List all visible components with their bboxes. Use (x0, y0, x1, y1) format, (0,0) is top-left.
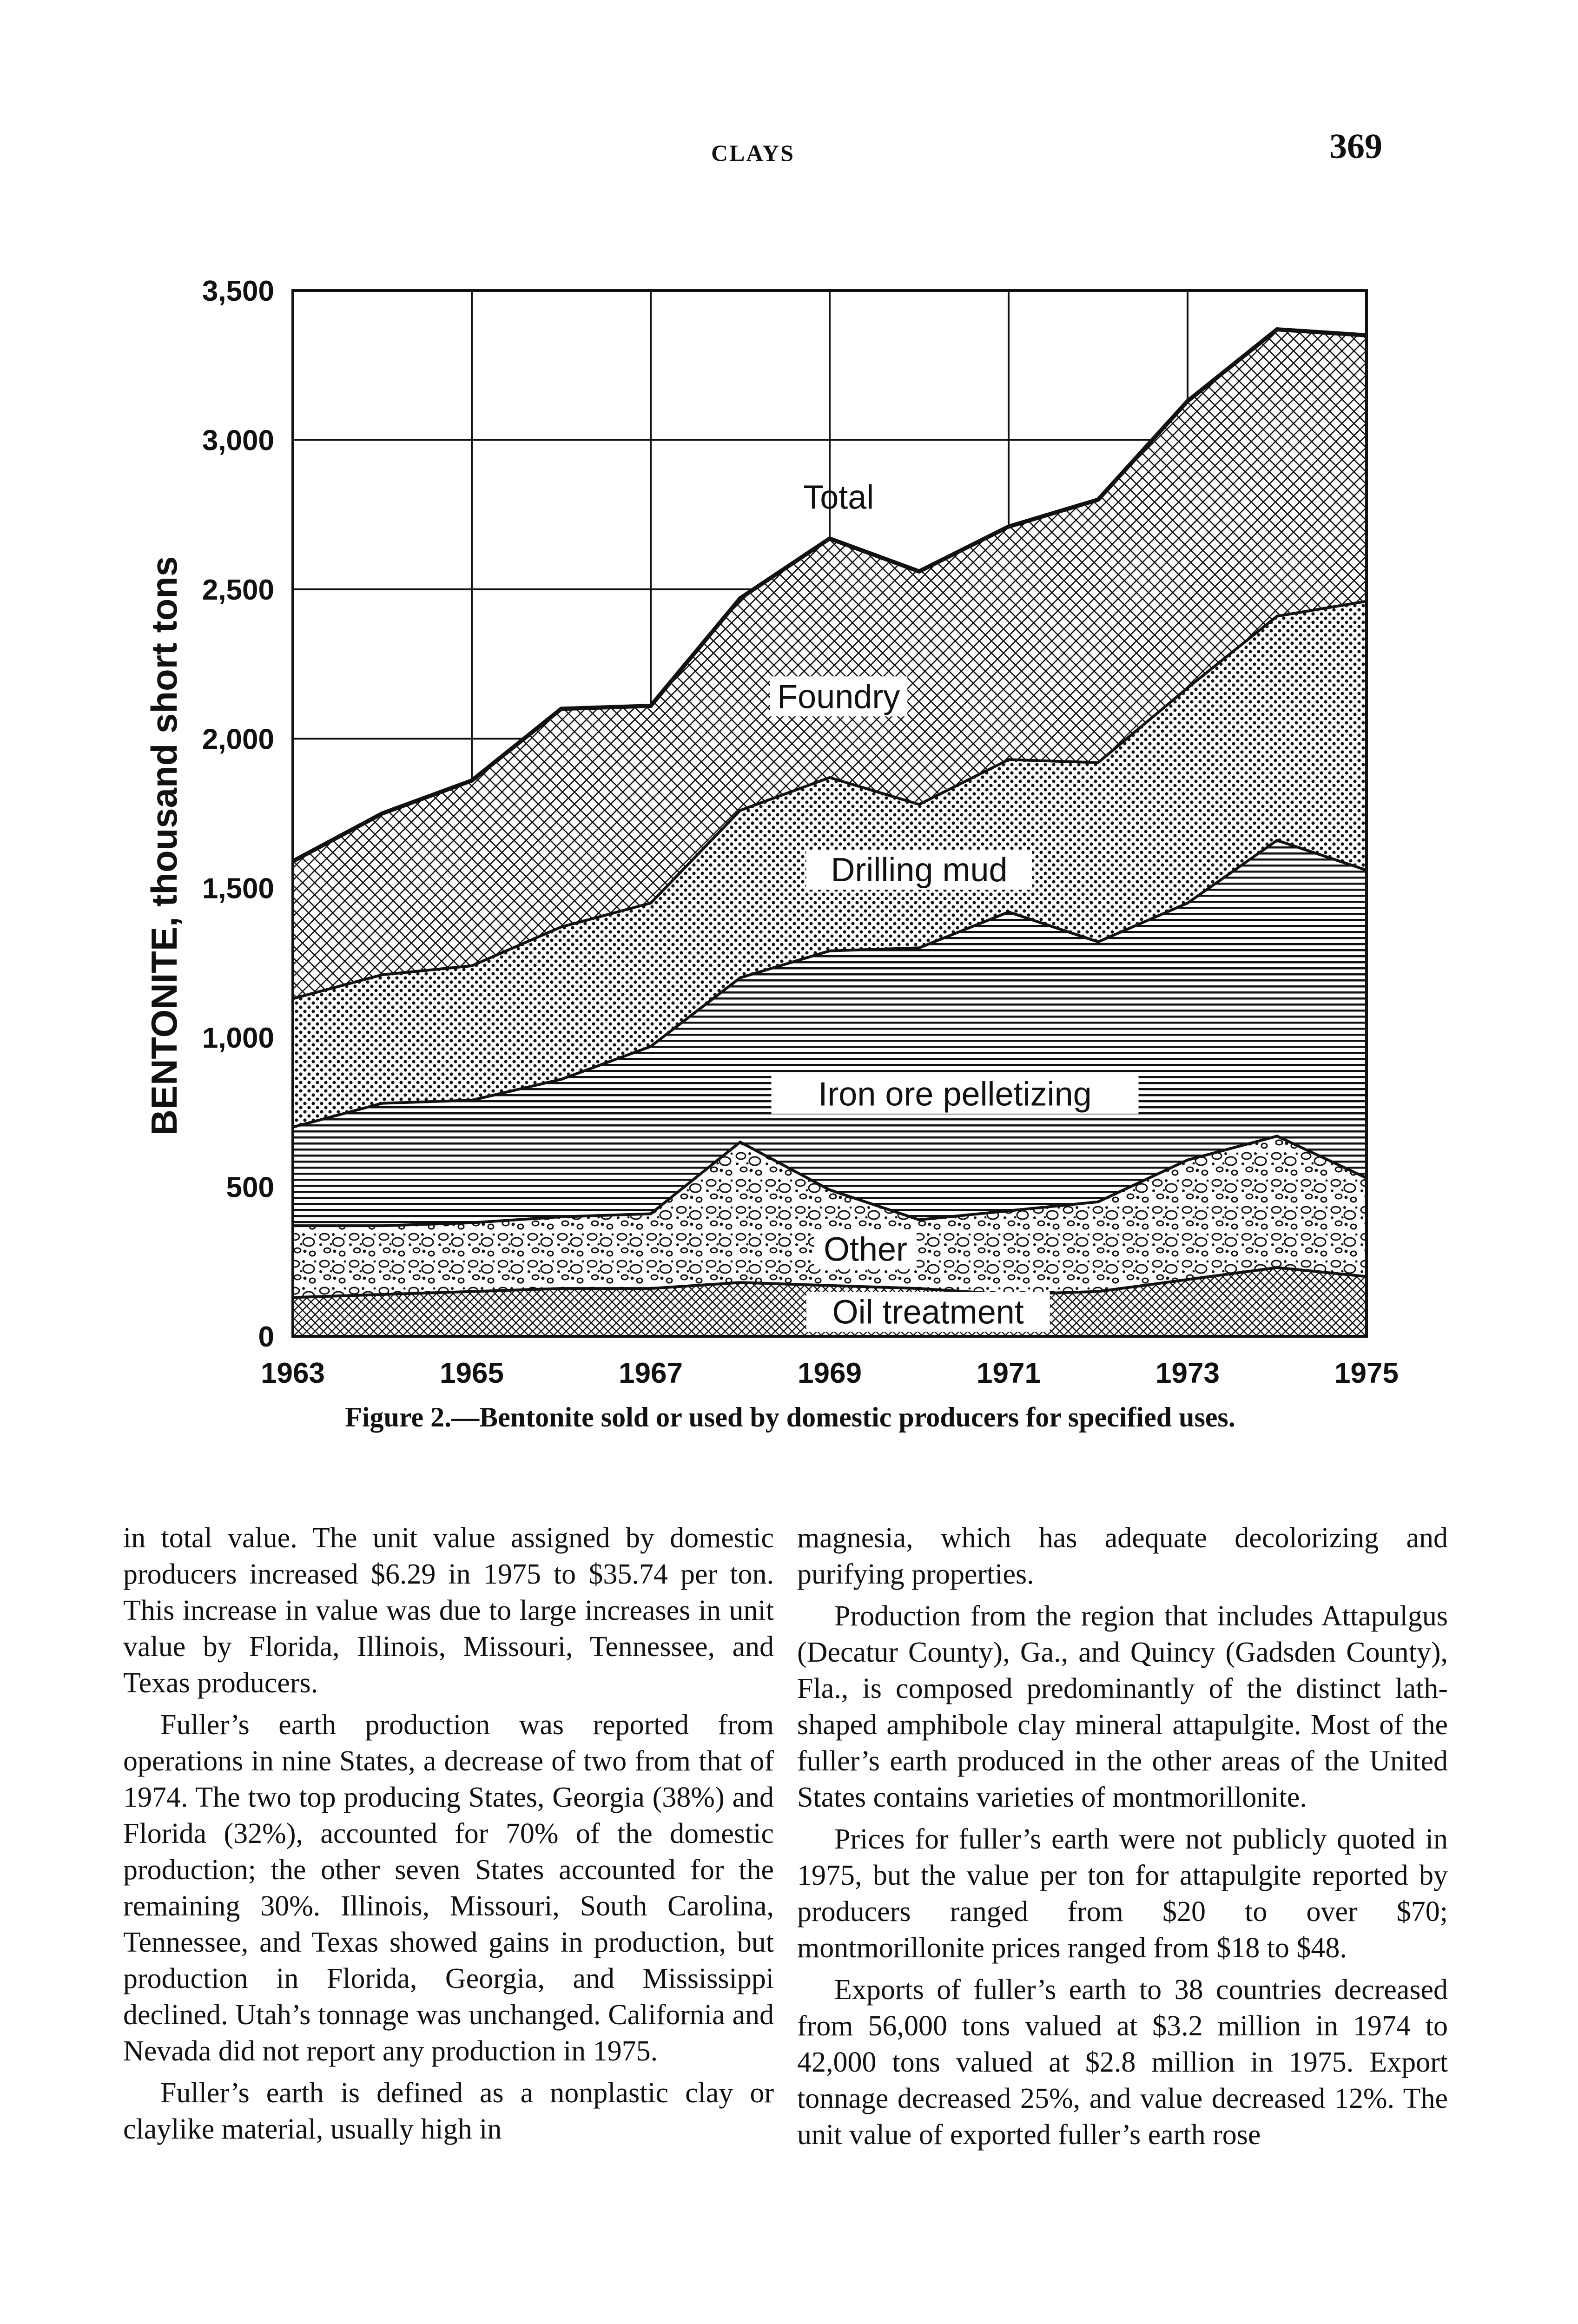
x-tick-label: 1965 (440, 1357, 504, 1389)
text-column-left (123, 1520, 774, 2147)
y-tick-label: 0 (258, 1321, 274, 1353)
label-other: Other (823, 1231, 908, 1268)
y-tick-label: 2,500 (202, 574, 274, 606)
y-axis-label: BENTONITE, thousand short tons (144, 556, 185, 1136)
figure-caption: Figure 2.—Bentonite sold or used by domestic producers for specified uses. (345, 1402, 1235, 1433)
paragraph: Fuller’s earth is defined as a nonplastic clay or claylike material, usually high in (123, 2077, 774, 2145)
x-tick-label: 1963 (261, 1357, 325, 1389)
paragraph: Exports of fuller’s earth to 38 countries decreased from 56,000 tons valued at $3.2 million in 1974 to 42,000 tons valued at $2.8 million in 1975. Export tonnage decreased 25%, and value decreased 12%. The unit value of exported fuller’s earth rose (797, 1974, 1448, 2151)
paragraph: Production from the region that includes Attapulgus (Decatur County), Ga., and Quincy (Gadsden County), Fla., is composed predominantly of the distinct lath-shaped amphibole clay mineral attapulgite. Most of the fuller’s earth produced in the other areas of the United States contains varieties of montmorillonite. (797, 1600, 1448, 1813)
label-foundry: Foundry (777, 678, 900, 716)
y-tick-label: 3,000 (202, 424, 274, 457)
y-tick-label: 1,000 (202, 1022, 274, 1055)
page-number: 369 (1329, 127, 1382, 166)
x-tick-label: 1967 (619, 1357, 683, 1389)
label-drilling-mud: Drilling mud (831, 852, 1008, 889)
x-tick-label: 1973 (1155, 1357, 1220, 1389)
x-tick-label: 1971 (977, 1357, 1041, 1389)
label-iron-ore-pelletizing: Iron ore pelletizing (818, 1076, 1092, 1113)
label-total: Total (803, 479, 874, 516)
x-tick-label: 1969 (798, 1357, 862, 1389)
label-oil-treatment: Oil treatment (832, 1294, 1024, 1331)
text-column-right (797, 1520, 1448, 2153)
paragraph: Fuller’s earth production was reported from operations in nine States, a decrease of two from that of 1974. The two top producing States, Georgia (38%) and Florida (32%), accounted for 70% of the domestic production; the other seven States accounted for the remaining 30%. Illinois, Missouri, South Carolina, Tennessee, and Texas showed gains in production, but production in Florida, Georgia, and Mississippi declined. Utah’s tonnage was unchanged. California and Nevada did not report any production in 1975. (123, 1709, 774, 2067)
running-head: CLAYS (711, 140, 795, 166)
y-tick-label: 1,500 (202, 872, 274, 905)
y-tick-label: 500 (226, 1171, 274, 1204)
bentonite-stacked-area-chart (139, 260, 1441, 1399)
paragraph: magnesia, which has adequate decolorizing and purifying properties. (797, 1522, 1448, 1590)
y-tick-label: 2,000 (202, 723, 274, 756)
paragraph: in total value. The unit value assigned by domestic producers increased $6.29 in 1975 to $35.74 per ton. This increase in value was due to large increases in unit value by Florida, Illinois, Missouri, Tennessee, and Texas producers. (123, 1522, 774, 1699)
x-tick-label: 1975 (1334, 1357, 1399, 1389)
paragraph: Prices for fuller’s earth were not publicly quoted in 1975, but the value per ton for attapulgite reported by producers ranged from $20 to over $70; montmorillonite prices ranged from $18 to $48. (797, 1823, 1448, 1964)
y-tick-label: 3,500 (202, 275, 274, 307)
